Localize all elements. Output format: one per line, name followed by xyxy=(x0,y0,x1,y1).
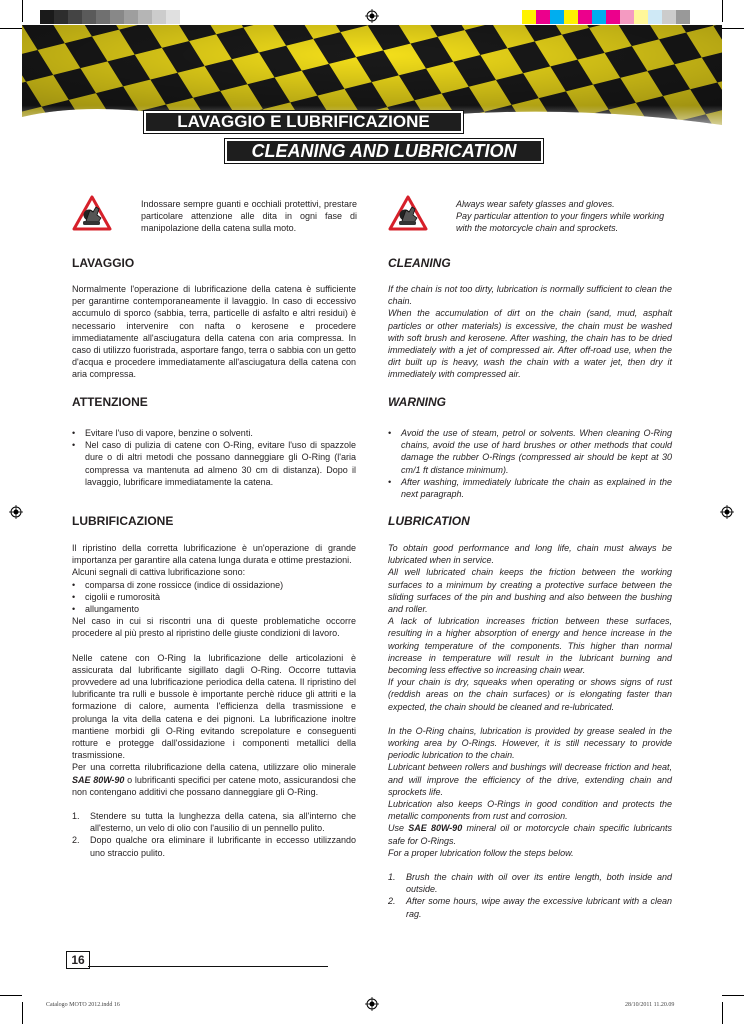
color-swatch xyxy=(152,10,166,24)
warning-list xyxy=(388,427,672,500)
color-swatch xyxy=(578,10,592,24)
color-swatch xyxy=(634,10,648,24)
list-item: 1. Brush the chain with oil over its entire length, both inside and outside. xyxy=(388,872,672,895)
color-swatch xyxy=(124,10,138,24)
lavaggio-text: Normalmente l'operazione di lubrificazione della catena è sufficiente per garantirne contemporaneamente il lavaggio. In caso di eccessivo accumulo di sporco (sabbia, terra, particelle di asfalto e altri residui) è necessario intervenire con nafta o kerosene e procedere immediatamente all'asciugatura della catena con aria compressa. In caso di utilizzo fuoristrada, asportare fango, terra o sabbia con un getto d'acqua e procedere immediatamente all'asciugatura della catena con aria compressa. xyxy=(72,284,356,380)
page-number-rule xyxy=(88,966,328,967)
crop-mark xyxy=(722,995,744,996)
page-number: 16 xyxy=(66,951,90,969)
warning-triangle-icon xyxy=(72,195,112,231)
color-swatch xyxy=(522,10,536,24)
heading-lubrificazione: LUBRIFICAZIONE xyxy=(72,514,174,528)
oil-spec-italian: Per una corretta rilubrificazione della catena, utilizzare olio minerale SAE 80W-90 o lubrificanti specifici per catene moto, assicurandosi che non contengano additivi che possano danneggiare gli O-Ring. xyxy=(72,762,356,797)
intro-italian: Indossare sempre guanti e occhiali protettivi, prestare particolare attenzione alle dita in ogni fase di manipolazione della catena sulla moto. xyxy=(141,199,357,234)
list-item: • Avoid the use of steam, petrol or solvents. When cleaning O-Ring chains, avoid the use of hard brushes or other methods that could damage the rubber O-Rings (compressed air should be kept at 30 cm/1 ft distance minimum). xyxy=(388,427,672,476)
heading-lavaggio: LAVAGGIO xyxy=(72,256,135,270)
color-swatch xyxy=(564,10,578,24)
list-item: • Evitare l'uso di vapore, benzine o solventi. xyxy=(72,427,356,439)
color-swatch xyxy=(110,10,124,24)
grayscale-swatch-bar xyxy=(40,10,180,24)
color-swatch xyxy=(550,10,564,24)
crop-mark xyxy=(722,1002,723,1024)
color-swatch xyxy=(662,10,676,24)
registration-mark-icon xyxy=(720,505,734,519)
intro-english: Always wear safety glasses and gloves. Pay particular attention to your fingers while working with the motorcycle chain and sprockets. xyxy=(456,199,665,234)
color-swatch xyxy=(96,10,110,24)
lubrication-text: To obtain good performance and long life, chain must always be lubricated when in service. All well lubricated chain keeps the friction between the working surfaces to a minimum by creating a protective surface between the sliding surfaces of the pin and bushing and also between the bushing and roller. A lack of lubrication increases friction between these surfaces, resulting in a higher absorption of energy and hence increase in the working temperature of the components. This higher than normal increase in temperature will result in the lubricant burning and becoming less effective so increasing chain wear. If your chain is dry, squeaks when operating or shows signs of rust (reddish areas on the chain surfaces) or is elongating faster than expected, the chain should be cleaned and re-lubricated. In the O-Ring chains, lubrication is provided by grease sealed in the working area by O-Rings. However, it is still necessary to provide periodic lubrication to the chain. Lubricant between rollers and bushings will decrease friction and heat, and will improve the efficiency of the drive, extending chain and sprockets life. Lubrication also keeps O-Rings in good condition and protects the metallic components from rust and corrosion. Use SAE 80W-90 mineral oil or motorcycle chain specific lubricants safe for O-Rings. For a proper lubrication follow the steps below. 1. Brush the chain with oil over its entire length, both inside and outside. 2. After some hours, wipe away the excessive lubricant with a clean rag. xyxy=(388,543,673,919)
color-swatch-bar xyxy=(522,10,690,24)
warning-triangle-icon xyxy=(388,195,428,231)
cleaning-text: If the chain is not too dirty, lubrication is normally sufficient to clean the chain. When the accumulation of dirt on the chain (sand, mud, asphalt particles or other materials) is excessive, the chain must be washed with soft brush and kerosene. After washing, the chain has to be dried immediately with a jet of compressed air. After off-road use, when the dirt built up is heavy, wash the chain with a water jet, then dry it immediately with compressed air. xyxy=(388,284,672,380)
color-swatch xyxy=(676,10,690,24)
registration-mark-icon xyxy=(9,505,23,519)
list-item: 2. Dopo qualche ora eliminare il lubrificante in eccesso utilizzando uno straccio pulito. xyxy=(72,835,356,858)
color-swatch xyxy=(82,10,96,24)
footer-timestamp: 28/10/2011 11.20.09 xyxy=(625,1002,675,1008)
heading-warning: WARNING xyxy=(388,395,446,409)
heading-lubrication: LUBRICATION xyxy=(388,514,470,528)
list-item: • comparsa di zone rossicce (indice di ossidazione) xyxy=(72,579,356,591)
color-swatch xyxy=(648,10,662,24)
attenzione-list xyxy=(72,427,356,488)
color-swatch xyxy=(606,10,620,24)
color-swatch xyxy=(620,10,634,24)
oil-spec-english: Use SAE 80W-90 mineral oil or motorcycle chain specific lubricants safe for O-Rings. xyxy=(388,823,673,846)
list-item: • Nel caso di pulizia di catene con O-Ring, evitare l'uso di spazzole dure o di altri metodi che possano danneggiare gli O-Ring (l'aria compressa va mantenuta ad almeno 30 cm di distanza). Dopo il lavaggio, lubrificare immediatamente la catena. xyxy=(72,439,356,488)
heading-attenzione: ATTENZIONE xyxy=(72,395,148,409)
title-english: CLEANING AND LUBRICATION xyxy=(224,138,544,164)
registration-mark-icon xyxy=(365,9,379,23)
crop-mark xyxy=(22,0,23,22)
crop-mark xyxy=(22,1002,23,1024)
list-item: • allungamento xyxy=(72,603,356,615)
title-italian: LAVAGGIO E LUBRIFICAZIONE xyxy=(143,110,464,134)
registration-mark-icon xyxy=(365,997,379,1011)
footer-file-info: Catalogo MOTO 2012.indd 16 xyxy=(46,1002,120,1008)
crop-mark xyxy=(0,995,22,996)
list-item: • cigolii e rumorosità xyxy=(72,591,356,603)
crop-mark xyxy=(0,28,22,29)
color-swatch xyxy=(54,10,68,24)
list-item: 2. After some hours, wipe away the excessive lubricant with a clean rag. xyxy=(388,896,672,919)
crop-mark xyxy=(722,28,744,29)
color-swatch xyxy=(40,10,54,24)
lubrificazione-text: Il ripristino della corretta lubrificazione è un'operazione di grande importanza per garantire alla catena lunga durata e ottime prestazioni. Alcuni segnali di cattiva lubrificazione sono: • comparsa di zone rossicce (indice di ossidazione) • cigolii e rumorosità • allungamento Nel caso in cui si riscontri una di queste problematiche occorre procedere al più presto al ripristino delle giuste condizioni di lavoro. Nelle catene con O-Ring la lubrificazione delle articolazioni è assicurata dal lubrificante sigillato dagli O-Ring. Occorre tuttavia provvedere ad una lubrificazione periodica della catena. Il ripristino del lubrificante tra rulli e bussole è importante perchè riduce gli attriti e la formazione di calore, aumenta l'efficienza della trasmissione e prolunga la vita della catena e dei pignoni. La lubrificazione inoltre mantiene morbidi gli O-Ring evitando screpolature e conseguenti rotture e protegge dall'ossidazione i componenti metallici della trasmissione. Per una corretta rilubrificazione della catena, utilizzare olio minerale SAE 80W-90 o lubrificanti specifici per catene moto, assicurandosi che non contengano additivi che possano danneggiare gli O-Ring. 1. Stendere su tutta la lunghezza della catena, sia all'interno che all'esterno, un velo di olio con l'ausilio di un pennello pulito. 2. Dopo qualche ora eliminare il lubrificante in eccesso utilizzando uno straccio pulito. xyxy=(72,542,356,859)
color-swatch xyxy=(68,10,82,24)
list-item: • After washing, immediately lubricate the chain as explained in the next paragraph. xyxy=(388,476,672,500)
color-swatch xyxy=(536,10,550,24)
color-swatch xyxy=(592,10,606,24)
heading-cleaning: CLEANING xyxy=(388,256,451,270)
list-item: 1. Stendere su tutta la lunghezza della catena, sia all'interno che all'esterno, un velo di olio con l'ausilio di un pennello pulito. xyxy=(72,811,356,834)
crop-mark xyxy=(722,0,723,22)
color-swatch xyxy=(166,10,180,24)
color-swatch xyxy=(138,10,152,24)
